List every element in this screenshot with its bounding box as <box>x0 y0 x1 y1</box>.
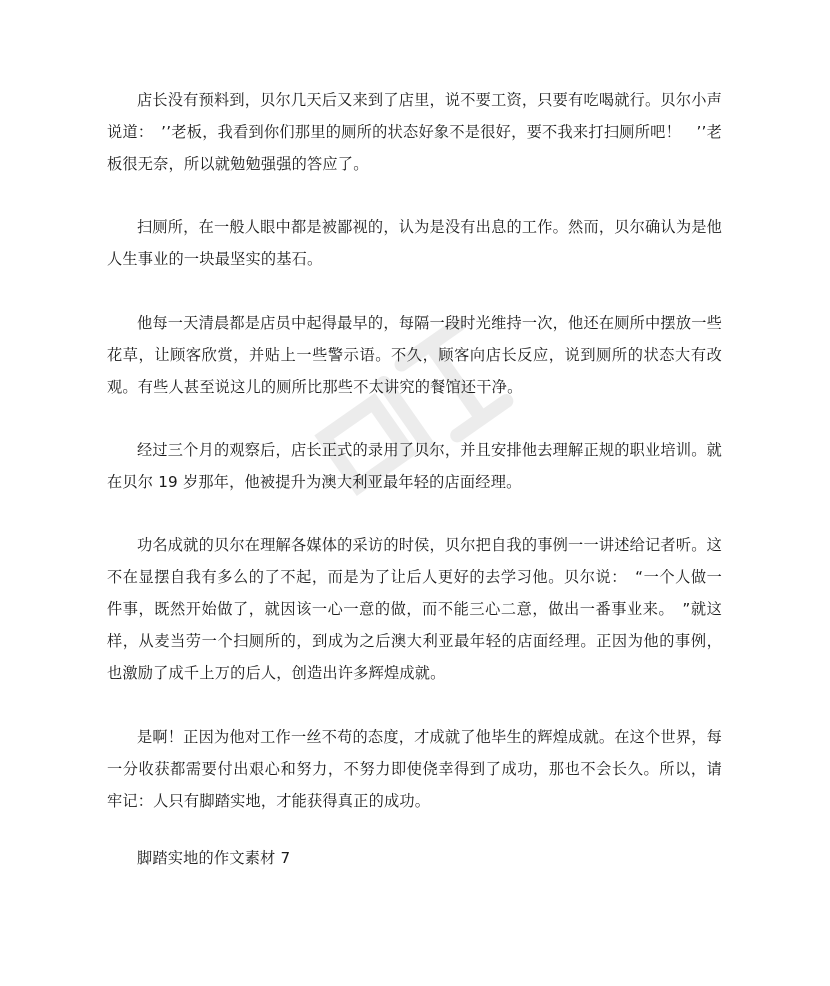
paragraph-3: 他每一天清晨都是店员中起得最早的，每隔一段时光维持一次，他还在厕所中摆放一些花草，让顾客欣赏，并贴上一些警示语。不久，顾客向店长反应，说到厕所的状态大有改观。有些人甚至说这儿的厕所比那些不太讲究的餐馆还干净。 <box>107 314 722 396</box>
paragraph-6: 是啊！正因为他对工作一丝不苟的态度，才成就了他毕生的辉煌成就。在这个世界，每一分收获都需要付出艰心和努力，不努力即使侥幸得到了成功，那也不会长久。所以，请牢记：人只有脚踏实地，才能获得真正的成功。 <box>107 728 722 810</box>
paragraph-2: 扫厕所，在一般人眼中都是被鄙视的，认为是没有出息的工作。然而，贝尔确认为是他人生事业的一块最坚实的基石。 <box>107 218 722 268</box>
paragraph-4: 经过三个月的观察后，店长正式的录用了贝尔，并且安排他去理解正规的职业培训。就在贝尔 19 岁那年，他被提升为澳大利亚最年轻的店面经理。 <box>107 441 722 491</box>
section-heading: 脚踏实地的作文素材 7 <box>137 849 291 867</box>
paragraph-5: 功名成就的贝尔在理解各媒体的采访的时侯，贝尔把自我的事例一一讲述给记者听。这不在显摆自我有多么的了不起，而是为了让后人更好的去学习他。贝尔说： “一个人做一件事，既然开始做了，就因该一心一意的做，而不能三心二意，做出一番事业来。 ”就这样，从麦当劳一个扫厕所的，到成为之后澳大利亚最年轻的店面经理。正因为他的事例，也激励了成千上万的后人，创造出许多辉煌成就。 <box>107 536 722 682</box>
paragraph-1: 店长没有预料到，贝尔几天后又来到了店里，说不要工资，只要有吃喝就行。贝尔小声说道： ’’老板，我看到你们那里的厕所的状态好象不是很好，要不我来打扫厕所吧！ ’’老板很无奈，所以就勉勉强强的答应了。 <box>107 91 722 173</box>
